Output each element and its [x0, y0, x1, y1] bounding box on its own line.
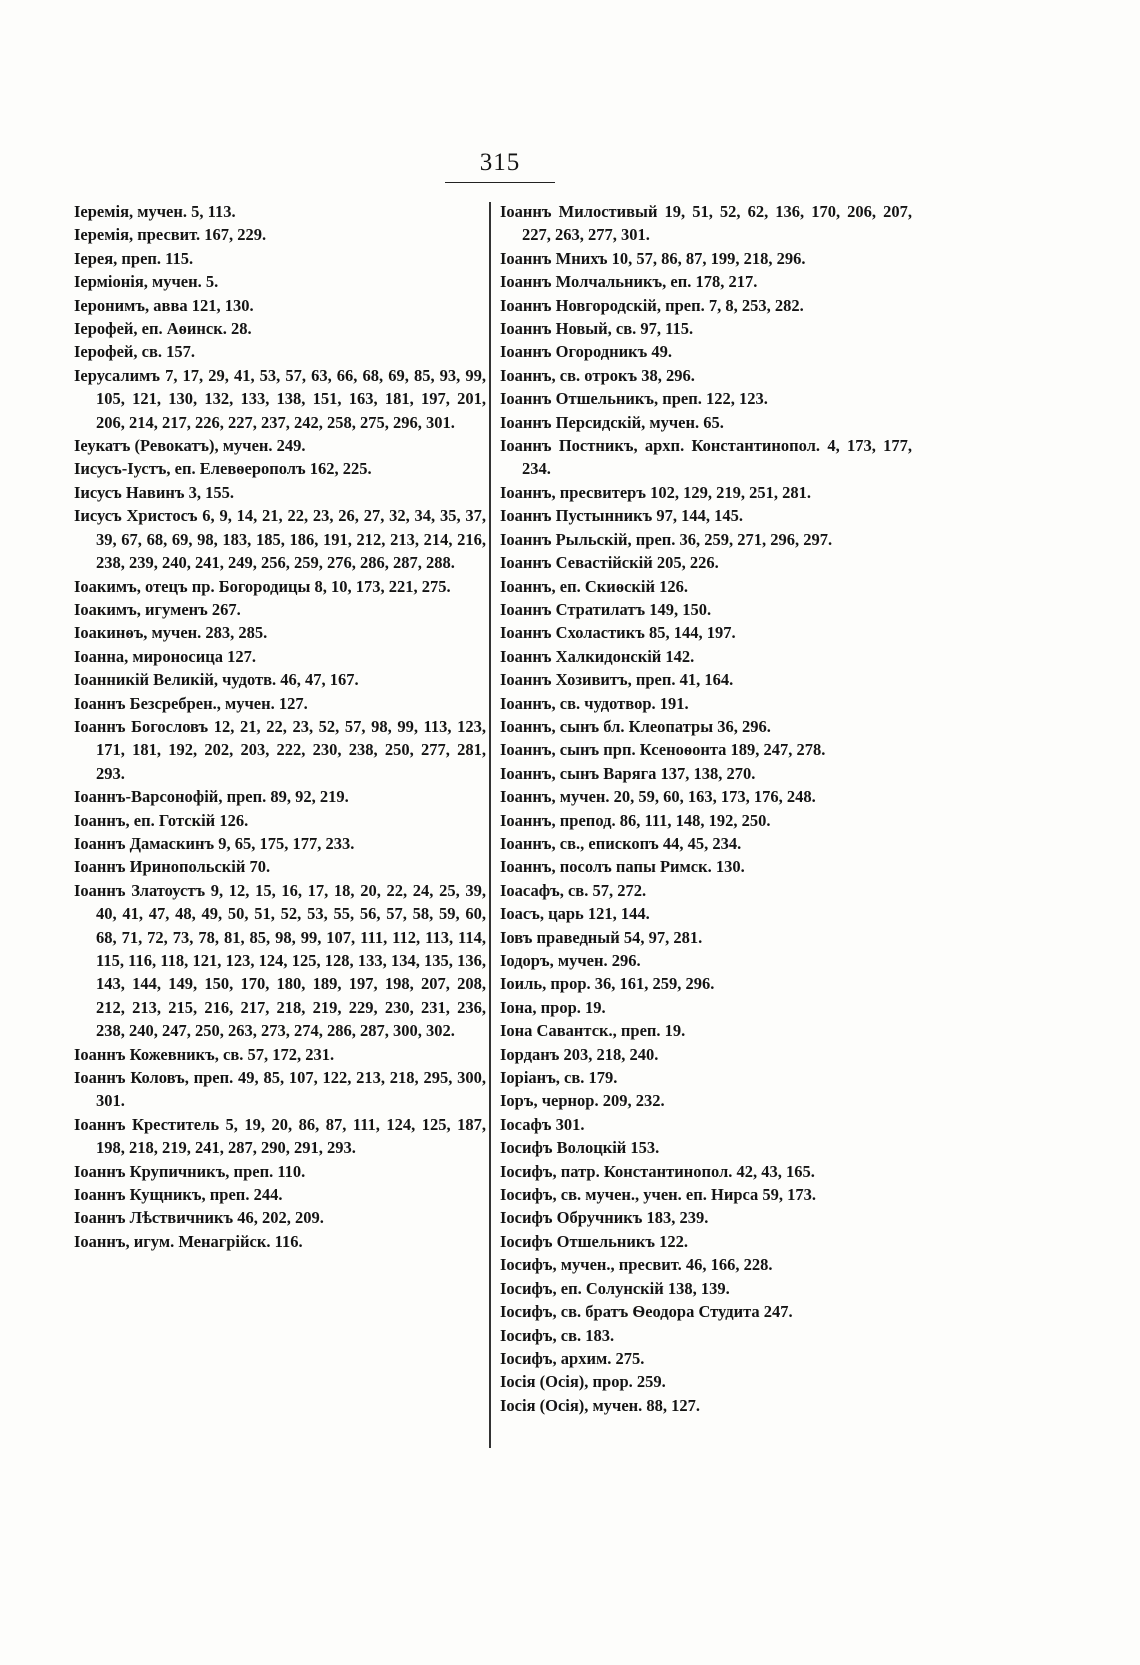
index-entry: Іоаннъ Лѣствичникъ 46, 202, 209.: [74, 1208, 324, 1228]
index-entry: Іосифъ, св. братъ Ѳеодора Студита 247.: [500, 1302, 793, 1322]
index-entry: Іоаннъ Коловъ, преп. 49, 85, 107, 122, 213, 218, 295, 300, 301.: [74, 1068, 486, 1111]
index-entry: Іоаннъ-Варсонофій, преп. 89, 92, 219.: [74, 787, 349, 807]
index-entry: Іеремія, мучен. 5, 113.: [74, 202, 236, 221]
index-entry: Іоаннъ Отшельникъ, преп. 122, 123.: [500, 389, 768, 409]
index-entry: Іоанна, мироносица 127.: [74, 646, 256, 666]
index-entry: Іосафъ 301.: [500, 1114, 585, 1134]
index-entry: Іоаннъ, св. отрокъ 38, 296.: [500, 365, 695, 385]
index-entry: Іоаннъ Крупичникъ, преп. 110.: [74, 1161, 306, 1181]
index-entry: Іерея, преп. 115.: [74, 248, 194, 268]
index-entry: Іоаннъ Хозивитъ, преп. 41, 164.: [500, 670, 734, 690]
index-entry: Іоаннъ Халкидонскій 142.: [500, 646, 695, 666]
page-number: 315: [445, 148, 555, 183]
index-entry: Іоаннъ Огородникъ 49.: [500, 342, 673, 362]
index-entry: Іеронимъ, авва 121, 130.: [74, 295, 254, 315]
index-entry: Іоиль, прор. 36, 161, 259, 296.: [500, 974, 715, 994]
index-entry: Іосифъ, мучен., пресвит. 46, 166, 228.: [500, 1255, 773, 1275]
index-entry: Іоакинѳъ, мучен. 283, 285.: [74, 623, 268, 643]
index-entry: Іоаннъ Новгородскій, преп. 7, 8, 253, 282.: [500, 295, 804, 315]
index-entry: Іоаннъ Персидскій, мучен. 65.: [500, 412, 724, 432]
index-entry: Іосифъ, архим. 275.: [500, 1348, 645, 1368]
index-entry: Іоаннъ Молчальникъ, еп. 178, 217.: [500, 272, 758, 292]
index-entry: Іосія (Осія), мучен. 88, 127.: [500, 1395, 701, 1415]
column-divider: [489, 202, 491, 1448]
index-entry: Іоаннъ Иринопольскій 70.: [74, 857, 271, 877]
index-entry: Іерусалимъ 7, 17, 29, 41, 53, 57, 63, 66, 68, 69, 85, 93, 99, 105, 121, 130, 132, 133, 138, 151, 163, 181, 197, 201, 206, 214, 217, 226, 227, 237, 242, 258, 275, 296, 301.: [74, 365, 486, 432]
index-entry: Іоаннъ Постникъ, архп. Константинопол. 4, 173, 177, 234.: [500, 436, 912, 479]
index-entry: Іоаннъ Новый, св. 97, 115.: [500, 319, 694, 339]
index-entry: Іоакимъ, отецъ пр. Богородицы 8, 10, 173, 221, 275.: [74, 576, 451, 596]
index-entry: Іосифъ, св. мучен., учен. еп. Нирса 59, 173.: [500, 1185, 817, 1205]
index-entry: Іоаннъ, игум. Менагрійск. 116.: [74, 1231, 303, 1251]
index-entry: Іоаннъ Дамаскинъ 9, 65, 175, 177, 233.: [74, 833, 355, 853]
index-entry: Іоаннъ Мнихъ 10, 57, 86, 87, 199, 218, 296.: [500, 248, 806, 268]
index-entry: Іеремія, пресвит. 167, 229.: [74, 225, 267, 245]
index-entry: Іоаннъ, сынъ Варяга 137, 138, 270.: [500, 763, 756, 783]
index-entry: Іосифъ, патр. Константинопол. 42, 43, 165.: [500, 1161, 815, 1181]
index-entry: Іоаннъ Стратилатъ 149, 150.: [500, 599, 712, 619]
index-entry: Іосифъ Волоцкій 153.: [500, 1138, 660, 1158]
index-entry: Іоаннъ Богословъ 12, 21, 22, 23, 52, 57, 98, 99, 113, 123, 171, 181, 192, 202, 203, 222, 230, 238, 250, 277, 281, 293.: [74, 716, 486, 783]
index-entry: Іерміонія, мучен. 5.: [74, 272, 219, 292]
index-entry: Іисусъ Навинъ 3, 155.: [74, 482, 234, 502]
index-entry: Іоасафъ, св. 57, 272.: [500, 880, 647, 900]
index-entry: Іона Савантск., преп. 19.: [500, 1021, 686, 1041]
index-entry: Іоаннъ, еп. Готскій 126.: [74, 810, 249, 830]
index-entry: Іоаннъ, св., епископъ 44, 45, 234.: [500, 833, 742, 853]
index-entry: Іоаннъ Схоластикъ 85, 144, 197.: [500, 623, 736, 643]
index-entry: Іона, прор. 19.: [500, 997, 606, 1017]
index-entry: Іоаннъ Севастійскій 205, 226.: [500, 553, 719, 573]
index-entry: Іоріанъ, св. 179.: [500, 1068, 618, 1088]
index-entry: Іорданъ 203, 218, 240.: [500, 1044, 659, 1064]
index-entry: Іоаннъ Пустынникъ 97, 144, 145.: [500, 506, 743, 526]
index-entry: Іоаннъ Рыльскій, преп. 36, 259, 271, 296, 297.: [500, 529, 833, 549]
index-entry: Іовъ праведный 54, 97, 281.: [500, 927, 703, 947]
index-entry: Іоаннъ Милостивый 19, 51, 52, 62, 136, 170, 206, 207, 227, 263, 277, 301.: [500, 202, 912, 245]
index-entry: Іисусъ Христосъ 6, 9, 14, 21, 22, 23, 26, 27, 32, 34, 35, 37, 39, 67, 68, 69, 98, 183, 185, 186, 191, 212, 213, 214, 216, 238, 239, 240, 241, 249, 256, 259, 276, 286, 287, 288.: [74, 506, 486, 573]
index-entry: Іоаннъ Безсребрен., мучен. 127.: [74, 693, 308, 713]
index-entry: Іосія (Осія), прор. 259.: [500, 1372, 666, 1392]
index-column-right: [500, 200, 912, 1417]
index-entry: Іодоръ, мучен. 296.: [500, 951, 641, 970]
index-column-left: [74, 200, 486, 1253]
index-entry: Іосифъ Отшельникъ 122.: [500, 1231, 688, 1251]
index-entry: Іоасъ, царь 121, 144.: [500, 904, 650, 924]
index-entry: Іосифъ Обручникъ 183, 239.: [500, 1208, 709, 1228]
index-entry: Іоанникій Великій, чудотв. 46, 47, 167.: [74, 670, 359, 690]
index-entry: Іоаннъ, посолъ папы Римск. 130.: [500, 857, 745, 877]
index-entry: Іоакимъ, игуменъ 267.: [74, 599, 241, 619]
index-entry: Іоаннъ, пресвитеръ 102, 129, 219, 251, 281.: [500, 482, 811, 502]
index-entry: Іерофей, еп. Аѳинск. 28.: [74, 319, 252, 339]
index-entry: Іоаннъ Кожевникъ, св. 57, 172, 231.: [74, 1044, 335, 1064]
index-entry: Іоаннъ, мучен. 20, 59, 60, 163, 173, 176, 248.: [500, 787, 816, 807]
index-entry: Іеукатъ (Ревокатъ), мучен. 249.: [74, 436, 306, 456]
index-entry: Іоаннъ, св. чудотвор. 191.: [500, 693, 689, 713]
index-entry: Іоаннъ, сынъ бл. Клеопатры 36, 296.: [500, 716, 771, 736]
index-entry: Іоаннъ, препод. 86, 111, 148, 192, 250.: [500, 810, 771, 830]
index-entry: Іоаннъ Златоустъ 9, 12, 15, 16, 17, 18, 20, 22, 24, 25, 39, 40, 41, 47, 48, 49, 50, 51, 52, 53, 55, 56, 57, 58, 59, 60, 68, 71, 72, 73, 78, 81, 85, 98, 99, 107, 111, 112, 113, 114, 115, 116, 118, 121, 123, 124, 125, 128, 133, 134, 135, 136, 143, 144, 149, 150, 170, 180, 189, 197, 198, 207, 208, 212, 213, 215, 216, 217, 218, 219, 229, 230, 231, 236, 238, 240, 247, 250, 263, 273, 274, 286, 287, 300, 302.: [74, 880, 486, 1041]
index-entry: Іосифъ, еп. Солунскій 138, 139.: [500, 1278, 730, 1298]
index-entry: Іоаннъ, сынъ прп. Ксеноѳонта 189, 247, 278.: [500, 740, 826, 760]
index-entry: Іоаннъ, еп. Скиѳскій 126.: [500, 576, 688, 596]
index-entry: Іерофей, св. 157.: [74, 342, 196, 362]
index-entry: Іоръ, чернор. 209, 232.: [500, 1091, 665, 1111]
index-entry: Іоаннъ Кущникъ, преп. 244.: [74, 1185, 283, 1205]
index-entry: Іисусъ-Іустъ, еп. Елевѳерополъ 162, 225.: [74, 459, 372, 479]
index-entry: Іосифъ, св. 183.: [500, 1325, 615, 1345]
index-entry: Іоаннъ Креститель 5, 19, 20, 86, 87, 111, 124, 125, 187, 198, 218, 219, 241, 287, 290, 291, 293.: [74, 1114, 486, 1158]
